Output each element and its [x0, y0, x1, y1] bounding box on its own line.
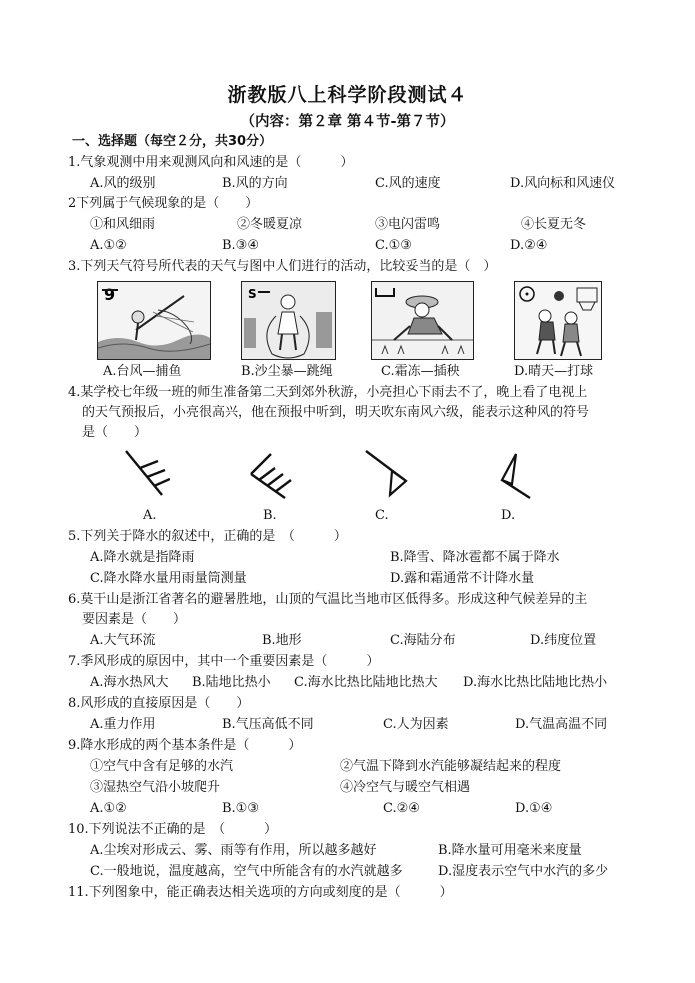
q10-option-c: C.一般地说，温度越高，空气中所能含有的水汽就越多 — [90, 864, 403, 879]
q2-option-a: A.①② — [90, 238, 127, 253]
q10-option-a: A.尘埃对形成云、雾、雨等有作用，所以越多越好 — [90, 843, 377, 858]
q11-stem: 11.下列图象中，能正确表达相关选项的方向或刻度的是（ ） — [68, 885, 453, 900]
q4-line-3: 是（ ） — [82, 425, 148, 440]
q1-option-b: B.风的方向 — [222, 176, 288, 191]
q2-option-d: D.②④ — [510, 238, 548, 253]
q7-option-d: D.海水比热比陆地比热小 — [463, 675, 608, 690]
q10-option-b: B.降水量可用毫米来度量 — [438, 843, 582, 858]
q2-option-b: B.③④ — [222, 238, 259, 253]
q8-option-d: D.气温高温不同 — [515, 717, 608, 732]
svg-text:9: 9 — [104, 285, 116, 304]
wind-symbol-a — [120, 447, 170, 499]
q9-stem: 9.降水形成的两个基本条件是（ ） — [68, 738, 302, 753]
q9-item-2: ②气温下降到水汽能够凝结起来的程度 — [340, 759, 562, 774]
svg-text:S: S — [248, 287, 257, 301]
q5-option-c: C.降水降水量用雨量筒测量 — [90, 571, 247, 586]
q4-option-d: D. — [501, 508, 516, 523]
q1-option-a: A.风的级别 — [90, 176, 156, 191]
q6-option-b: B.地形 — [262, 633, 302, 648]
q7-option-a: A.海水热风大 — [90, 675, 169, 690]
page-subtitle: （内容：第２章 第４节-第７节） — [240, 114, 455, 130]
q3-option-d: D.晴天—打球 — [514, 364, 594, 379]
q3-option-c: C.霜冻—插秧 — [381, 364, 460, 379]
q2-item-2: ②冬暖夏凉 — [237, 217, 303, 232]
wind-symbol-c — [362, 447, 412, 499]
q6-option-a: A.大气环流 — [90, 633, 156, 648]
sandstorm-rope-skipping-image — [241, 281, 336, 360]
q5-option-d: D.露和霜通常不计降水量 — [390, 571, 535, 586]
q2-item-3: ③电闪雷鸣 — [375, 217, 441, 232]
q6-option-c: C.海陆分布 — [390, 633, 456, 648]
q2-option-c: C.①③ — [375, 238, 412, 253]
q9-item-4: ④冷空气与暖空气相遇 — [340, 780, 471, 795]
q9-option-c: C.②④ — [383, 801, 420, 816]
q4-option-a: A. — [143, 508, 157, 523]
q10-stem: 10.下列说法不正确的是 （ ） — [68, 822, 278, 837]
q6-line-1: 6.莫干山是浙江省著名的避暑胜地，山顶的气温比当地市区低得多。形成这种气候差异的主 — [68, 592, 588, 607]
q9-item-1: ①空气中含有足够的水汽 — [90, 759, 234, 774]
q2-stem: 2下列属于气候现象的是（ ） — [68, 196, 259, 211]
frost-rice-planting-image — [371, 281, 474, 360]
q7-option-b: B.陆地比热小 — [192, 675, 271, 690]
q4-option-c: C. — [375, 508, 389, 523]
q5-option-a: A.降水就是指降雨 — [90, 550, 195, 565]
q7-option-c: C.海水比热比陆地比热大 — [294, 675, 438, 690]
sunny-basketball-image — [514, 281, 602, 360]
q5-option-b: B.降雪、降冰雹都不属于降水 — [390, 550, 560, 565]
q10-option-d: D.湿度表示空气中水汽的多少 — [438, 864, 609, 879]
q4-line-2: 的天气预报后，小亮很高兴，他在预报中听到，明天吹东南风六级，能表示这种风的符号 — [82, 405, 590, 420]
wind-symbol-b — [245, 450, 295, 502]
q4-line-1: 4.某学校七年级一班的师生准备第二天到郊外秋游，小亮担心下雨去不了，晚上看了电视上 — [68, 385, 588, 400]
q3-option-a: A.台风—捕鱼 — [103, 364, 182, 379]
q8-option-b: B.气压高低不同 — [222, 717, 314, 732]
q6-option-d: D.纬度位置 — [530, 633, 597, 648]
section-heading: 一、选择题（每空２分，共30分） — [72, 134, 273, 149]
page-title: 浙教版八上科学阶段测试４ — [227, 84, 468, 106]
q7-stem: 7.季风形成的原因中，其中一个重要因素是（ ） — [68, 654, 380, 669]
q2-item-4: ④长夏无冬 — [521, 217, 587, 232]
q1-option-c: C.风的速度 — [375, 176, 441, 191]
typhoon-fishing-image — [97, 281, 211, 360]
q8-stem: 8.风形成的直接原因是（ ） — [68, 696, 250, 711]
q9-item-3: ③湿热空气沿小坡爬升 — [90, 780, 221, 795]
q3-option-b: B.沙尘暴—跳绳 — [241, 364, 333, 379]
q8-option-a: A.重力作用 — [90, 717, 156, 732]
q8-option-c: C.人为因素 — [383, 717, 449, 732]
q9-option-a: A.①② — [90, 801, 127, 816]
q9-option-d: D.①④ — [515, 801, 553, 816]
q1-option-d: D.风向标和风速仪 — [510, 176, 616, 191]
q6-line-2: 要因素是（ ） — [82, 612, 187, 627]
q9-option-b: B.①③ — [222, 801, 259, 816]
wind-symbol-d — [490, 450, 536, 502]
q2-item-1: ①和风细雨 — [90, 217, 156, 232]
q5-stem: 5.下列关于降水的叙述中，正确的是 （ ） — [68, 529, 347, 544]
q3-stem: 3.下列天气符号所代表的天气与图中人们进行的活动，比较妥当的是（ ） — [68, 259, 497, 274]
q4-option-b: B. — [263, 508, 277, 523]
q1-stem: 1.气象观测中用来观测风向和风速的是（ ） — [68, 155, 354, 170]
